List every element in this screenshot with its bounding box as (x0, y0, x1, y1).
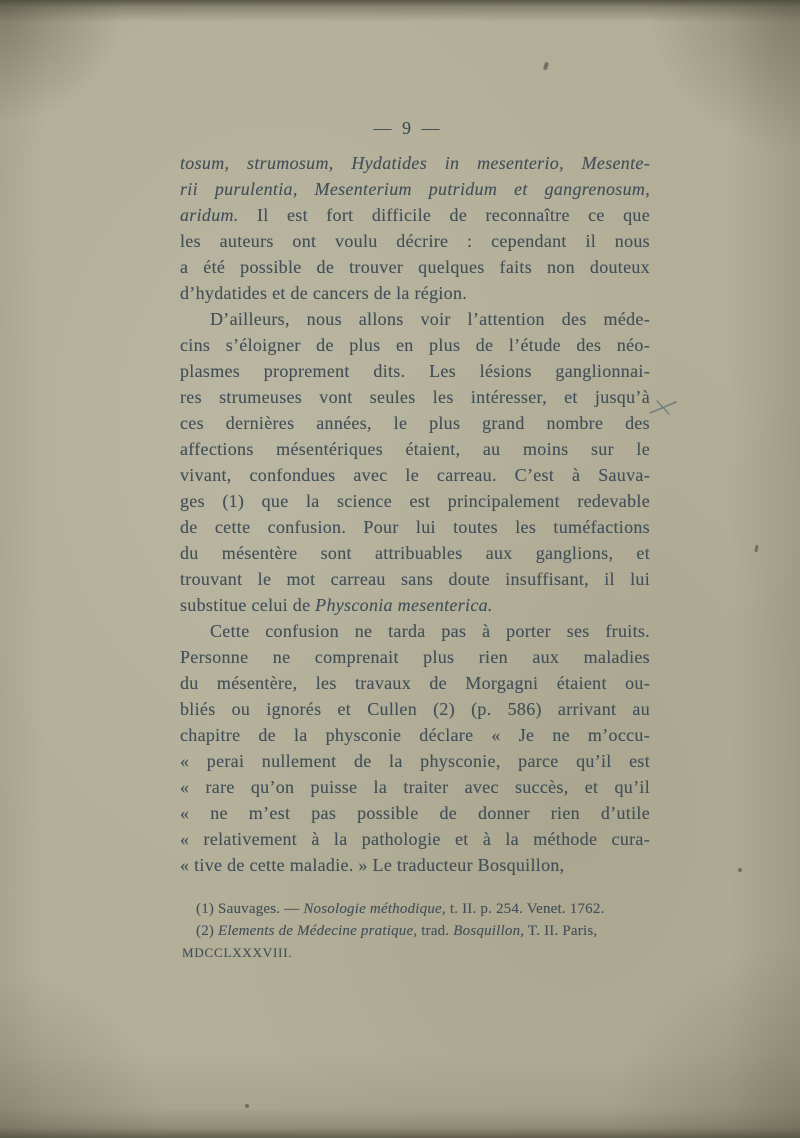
roman-text: de cette confusion. Pour lui toutes les tuméfactions (180, 517, 650, 537)
text-line (180, 176, 650, 202)
roman-text: chapitre de la physconie déclare « Je ne m’occu- (180, 725, 650, 745)
roman-text: du mésentère, les travaux de Morgagni étaient ou- (180, 673, 650, 693)
roman-text: « relativement à la pathologie et à la méthode cura- (180, 829, 650, 849)
text-line (180, 748, 650, 774)
italic-text: Physconia mesenterica. (315, 595, 493, 615)
page-edge-top (0, 0, 800, 22)
paragraph (180, 150, 650, 306)
pencil-mark (648, 398, 680, 423)
text-line (180, 462, 650, 488)
italic-text: aridum. (180, 205, 239, 225)
roman-text: (1) Sauvages. — (196, 901, 304, 917)
text-line (180, 358, 650, 384)
roman-text: trad. (417, 923, 454, 939)
body-text (180, 150, 650, 878)
roman-text: d’hydatides et de cancers de la région. (180, 283, 468, 303)
roman-text: les auteurs ont voulu décrire : cependant il nous (180, 231, 650, 251)
text-line (180, 488, 650, 514)
roman-text: substitue celui de (180, 595, 316, 615)
text-line (180, 774, 650, 800)
roman-text: Personne ne comprenait plus rien aux maladies (180, 647, 650, 667)
text-line (180, 670, 650, 696)
roman-text: MDCCLXXXVIII. (182, 945, 293, 960)
text-line (180, 826, 650, 852)
text-line (180, 514, 650, 540)
text-line (180, 566, 650, 592)
text-line (180, 410, 650, 436)
roman-text: « tive de cette maladie. » Le traducteur Bosquillon, (180, 855, 565, 875)
roman-text: res strumeuses vont seules les intéresser, et jusqu’à (180, 387, 650, 407)
text-line (180, 202, 650, 228)
text-line (180, 618, 650, 644)
text-line (180, 696, 650, 722)
text-line (180, 332, 650, 358)
italic-text: rii purulentia, Mesenterium putridum et gangrenosum, (180, 179, 650, 199)
text-line (180, 644, 650, 670)
roman-text: « ne m’est pas possible de donner rien d’utile (180, 803, 650, 823)
text-line (180, 254, 650, 280)
text-line (180, 306, 650, 332)
roman-text: Il est fort difficile de reconnaître ce que (238, 205, 650, 225)
text-line (180, 150, 650, 176)
text-line (180, 228, 650, 254)
roman-text: a été possible de trouver quelques faits non douteux (180, 257, 650, 277)
paper-speck (754, 545, 758, 552)
roman-text: du mésentère sont attribuables aux ganglions, et (180, 543, 650, 563)
paragraph (180, 306, 650, 618)
roman-text: (2) (196, 923, 219, 939)
text-line (180, 592, 650, 618)
paragraph (180, 618, 650, 878)
roman-text: cins s’éloigner de plus en plus de l’étude des néo- (180, 335, 650, 355)
roman-text: ces dernières années, le plus grand nombre des (180, 413, 650, 433)
roman-text: Cette confusion ne tarda pas à porter ses fruits. (210, 621, 650, 641)
roman-text: « perai nullement de la physconie, parce qu’il est (180, 751, 650, 771)
text-line (182, 898, 650, 920)
italic-text: tosum, strumosum, Hydatides in mesenterio, Mesente- (180, 153, 650, 173)
roman-text: plasmes proprement dits. Les lésions ganglionnai- (180, 361, 650, 381)
text-line (180, 800, 650, 826)
text-line (180, 436, 650, 462)
roman-text: vivant, confondues avec le carreau. C’est à Sauva- (180, 465, 650, 485)
roman-text: ges (1) que la science est principalement redevable (180, 491, 650, 511)
roman-text: t. II. p. 254. Venet. 1762. (445, 901, 605, 917)
roman-text: affections mésentériques étaient, au moins sur le (180, 439, 650, 459)
text-line (180, 722, 650, 748)
page-number: — 9 — (373, 118, 443, 138)
footnotes (182, 898, 650, 964)
text-line (180, 540, 650, 566)
paper-speck (738, 868, 742, 872)
italic-text: Bosquillon, (453, 923, 525, 939)
text-line (180, 384, 650, 410)
roman-text: bliés ou ignorés et Cullen (2) (p. 586) arrivant au (180, 699, 650, 719)
text-line (182, 920, 650, 942)
roman-text: T. II. Paris, (524, 923, 598, 939)
roman-text: D’ailleurs, nous allons voir l’attention des méde- (210, 309, 650, 329)
italic-text: Elements de Médecine pratique, (218, 923, 418, 939)
roman-text: trouvant le mot carreau sans doute insuffisant, il lui (180, 569, 650, 589)
text-line (180, 280, 650, 306)
italic-text: Nosologie méthodique, (303, 901, 446, 917)
roman-text: « rare qu’on puisse la traiter avec succès, et qu’il (180, 777, 650, 797)
paper-speck (245, 1104, 249, 1108)
text-line (180, 852, 650, 878)
text-line (182, 942, 650, 964)
page-edge-bottom (0, 1128, 800, 1138)
paper-speck (543, 62, 549, 71)
